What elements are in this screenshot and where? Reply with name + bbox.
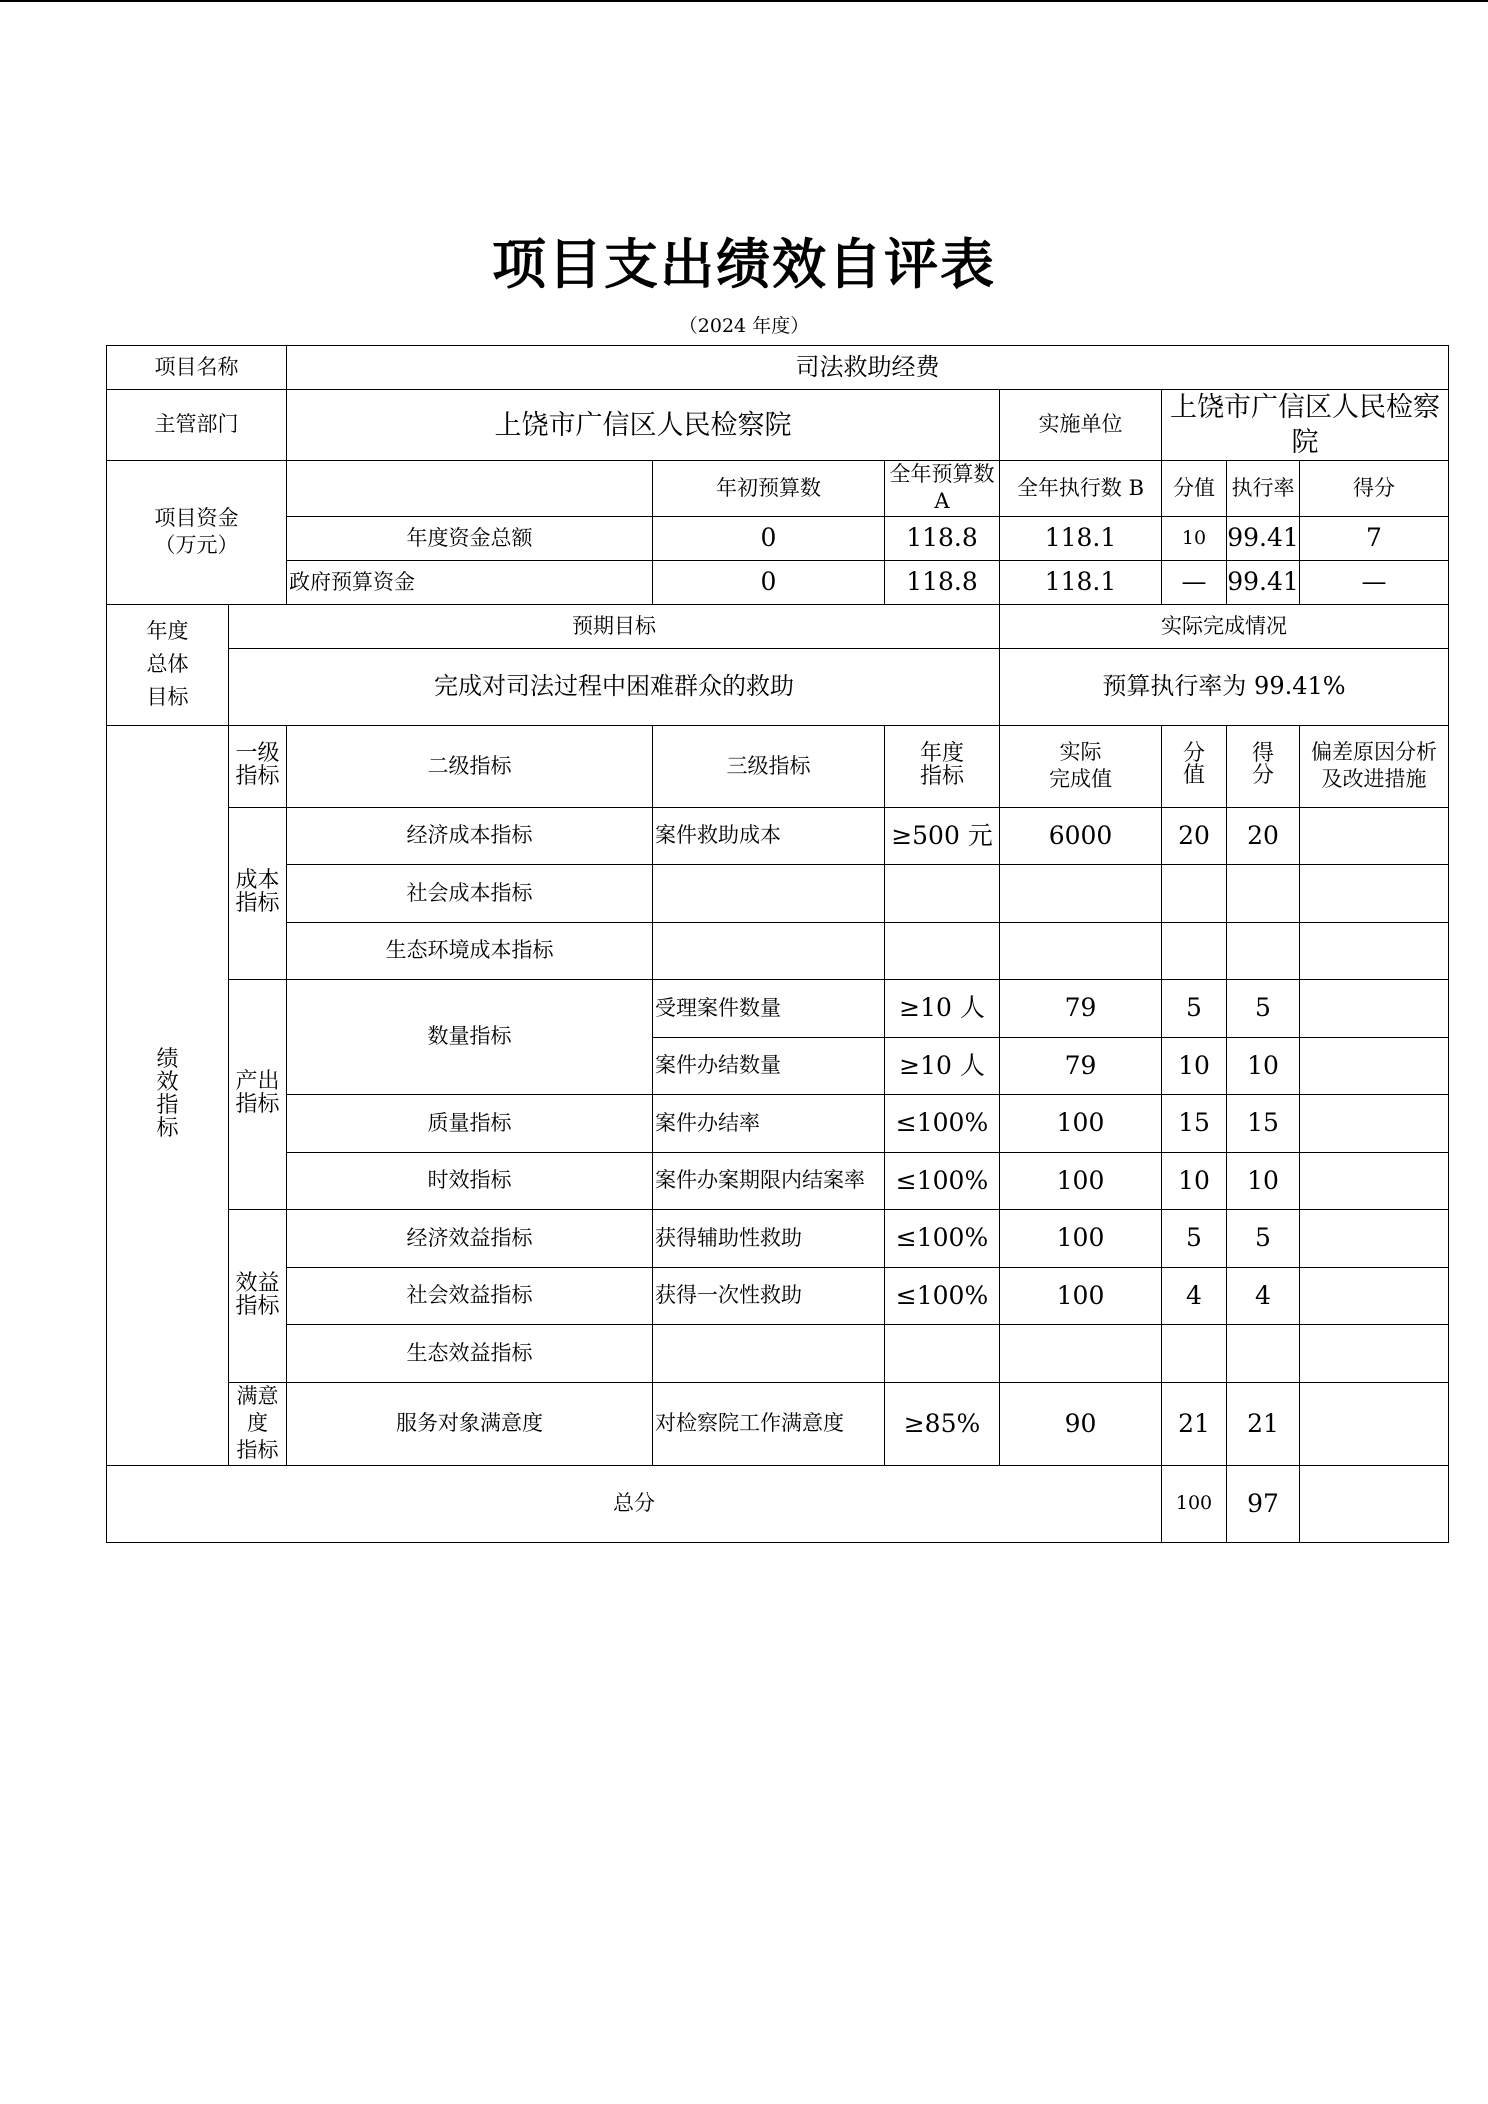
funds-annual: 118.8: [885, 560, 1000, 604]
target-cell: ≤100%: [885, 1152, 1000, 1209]
funds-row-name: 年度资金总额: [287, 516, 653, 560]
indicator-row: [107, 864, 1449, 922]
score-value-cell: [1162, 922, 1227, 979]
level3-cell: [653, 922, 885, 979]
funds-executed: 118.1: [1000, 516, 1162, 560]
score-cell: 4: [1227, 1267, 1300, 1324]
header-level3: 三级指标: [653, 725, 885, 807]
deviation-cell: [1300, 979, 1449, 1037]
department-label: 主管部门: [107, 390, 287, 461]
header-score-value-text: 分值: [1182, 741, 1205, 789]
score-value-cell: 21: [1162, 1382, 1227, 1465]
funds-initial: 0: [653, 560, 885, 604]
score-value-cell: 4: [1162, 1267, 1227, 1324]
level2-cell: 质量指标: [287, 1094, 653, 1152]
actual-goal: 预算执行率为 99.41%: [1000, 648, 1449, 725]
total-label: 总分: [107, 1465, 1162, 1542]
group-benefit: [229, 1209, 287, 1382]
deviation-cell: [1300, 1094, 1449, 1152]
score-cell: 10: [1227, 1037, 1300, 1094]
goals-label-line2: 总体: [146, 652, 189, 677]
funds-executed: 118.1: [1000, 560, 1162, 604]
funds-header-rate: 执行率: [1227, 461, 1300, 517]
level2-cell: 服务对象满意度: [287, 1382, 653, 1465]
funds-header-initial: 年初预算数: [653, 461, 885, 517]
deviation-cell: [1300, 1267, 1449, 1324]
actual-cell: 79: [1000, 1037, 1162, 1094]
implementer-value: 上饶市广信区人民检察院: [1162, 390, 1449, 461]
deviation-cell: [1300, 1209, 1449, 1267]
level3-cell: 获得辅助性救助: [653, 1209, 885, 1267]
score-cell: [1227, 922, 1300, 979]
actual-cell: 100: [1000, 1094, 1162, 1152]
header-score: [1227, 725, 1300, 807]
header-target: [885, 725, 1000, 807]
group-cost-text: 成本指标: [235, 868, 280, 917]
indicator-row: [107, 1094, 1449, 1152]
deviation-cell: [1300, 1152, 1449, 1209]
deviation-cell: [1300, 1382, 1449, 1465]
level3-cell: 获得一次性救助: [653, 1267, 885, 1324]
actual-cell: 79: [1000, 979, 1162, 1037]
funds-header-score: 得分: [1300, 461, 1449, 517]
performance-table: [106, 345, 1449, 1543]
total-score-value: 100: [1162, 1465, 1227, 1542]
funds-label-line1: 项目资金: [154, 506, 239, 531]
header-deviation-line1: 偏差原因分析: [1311, 739, 1437, 764]
header-deviation-line2: 及改进措施: [1321, 767, 1427, 792]
actual-cell: 90: [1000, 1382, 1162, 1465]
score-value-cell: [1162, 864, 1227, 922]
target-cell: [885, 922, 1000, 979]
indicator-row: [107, 1267, 1449, 1324]
level2-cell: 经济效益指标: [287, 1209, 653, 1267]
indicator-row: [107, 1209, 1449, 1267]
funds-annual: 118.8: [885, 516, 1000, 560]
score-cell: 21: [1227, 1382, 1300, 1465]
goals-label-line3: 目标: [146, 685, 189, 710]
funds-row-total: [107, 516, 1449, 560]
header-actual-line1: 实际: [1059, 739, 1102, 764]
funds-header-executed: 全年执行数 B: [1000, 461, 1162, 517]
score-value-cell: [1162, 1324, 1227, 1382]
department-row: [107, 390, 1449, 461]
expected-goal: 完成对司法过程中困难群众的救助: [229, 648, 1000, 725]
score-value-cell: 10: [1162, 1037, 1227, 1094]
actual-cell: 6000: [1000, 807, 1162, 864]
target-cell: ≥85%: [885, 1382, 1000, 1465]
funds-label: [107, 461, 287, 605]
deviation-cell: [1300, 1324, 1449, 1382]
funds-label-line2: （万元）: [154, 533, 239, 558]
deviation-cell: [1300, 1037, 1449, 1094]
level2-cell: 社会成本指标: [287, 864, 653, 922]
target-cell: ≤100%: [885, 1209, 1000, 1267]
goals-label: [107, 604, 229, 725]
funds-header-score-value: 分值: [1162, 461, 1227, 517]
group-satisfaction-line1: 满意度: [236, 1383, 279, 1436]
group-benefit-text: 效益指标: [235, 1270, 280, 1319]
level2-cell: 生态效益指标: [287, 1324, 653, 1382]
actual-cell: [1000, 864, 1162, 922]
department-value: 上饶市广信区人民检察院: [287, 390, 1000, 461]
score-cell: 20: [1227, 807, 1300, 864]
level2-cell: 生态环境成本指标: [287, 922, 653, 979]
goals-content-row: [107, 648, 1449, 725]
target-cell: ≥10 人: [885, 1037, 1000, 1094]
project-name-label: 项目名称: [107, 346, 287, 390]
project-name-row: [107, 346, 1449, 390]
score-cell: 5: [1227, 979, 1300, 1037]
score-cell: [1227, 1324, 1300, 1382]
level2-cell: 数量指标: [287, 979, 653, 1094]
level3-cell: 受理案件数量: [653, 979, 885, 1037]
group-output-text: 产出指标: [235, 1069, 280, 1118]
indicators-side-label: [107, 725, 229, 1465]
funds-initial: 0: [653, 516, 885, 560]
score-cell: 15: [1227, 1094, 1300, 1152]
score-value-cell: 15: [1162, 1094, 1227, 1152]
score-value-cell: 20: [1162, 807, 1227, 864]
group-cost: [229, 807, 287, 979]
total-deviation: [1300, 1465, 1449, 1542]
indicators-header-row: [107, 725, 1449, 807]
funds-score-value: 10: [1162, 516, 1227, 560]
expected-goal-header: 预期目标: [229, 604, 1000, 648]
header-score-text: 得分: [1251, 741, 1274, 789]
actual-cell: 100: [1000, 1267, 1162, 1324]
indicator-row: [107, 1382, 1449, 1465]
header-level1-text: 一级指标: [235, 741, 280, 790]
target-cell: [885, 864, 1000, 922]
level2-cell: 时效指标: [287, 1152, 653, 1209]
funds-score: —: [1300, 560, 1449, 604]
funds-score: 7: [1300, 516, 1449, 560]
funds-header-annual: 全年预算数 A: [885, 461, 1000, 517]
header-target-text: 年度指标: [919, 741, 964, 790]
report-year: （2024 年度）: [678, 315, 810, 337]
actual-cell: 100: [1000, 1152, 1162, 1209]
deviation-cell: [1300, 807, 1449, 864]
level3-cell: 对检察院工作满意度: [653, 1382, 885, 1465]
header-deviation: [1300, 725, 1449, 807]
actual-cell: 100: [1000, 1209, 1162, 1267]
funds-score-value: —: [1162, 560, 1227, 604]
score-cell: 10: [1227, 1152, 1300, 1209]
score-value-cell: 5: [1162, 979, 1227, 1037]
total-score: 97: [1227, 1465, 1300, 1542]
level3-cell: [653, 1324, 885, 1382]
target-cell: ≤100%: [885, 1267, 1000, 1324]
target-cell: ≥500 元: [885, 807, 1000, 864]
level2-cell: 经济成本指标: [287, 807, 653, 864]
indicator-row: [107, 979, 1449, 1037]
header-level1: [229, 725, 287, 807]
funds-rate: 99.41: [1227, 560, 1300, 604]
indicators-side-text: 绩效指标: [156, 1046, 179, 1142]
indicator-row: [107, 1324, 1449, 1382]
actual-cell: [1000, 1324, 1162, 1382]
header-score-value: [1162, 725, 1227, 807]
group-output: [229, 979, 287, 1209]
group-satisfaction-line2: 指标: [236, 1438, 279, 1463]
header-actual-line2: 完成值: [1049, 767, 1112, 792]
funds-rate: 99.41: [1227, 516, 1300, 560]
level3-cell: [653, 864, 885, 922]
indicator-row: [107, 922, 1449, 979]
goals-label-line1: 年度: [146, 618, 189, 643]
level2-cell: 社会效益指标: [287, 1267, 653, 1324]
score-value-cell: 10: [1162, 1152, 1227, 1209]
score-value-cell: 5: [1162, 1209, 1227, 1267]
target-cell: ≥10 人: [885, 979, 1000, 1037]
deviation-cell: [1300, 864, 1449, 922]
header-level2: 二级指标: [287, 725, 653, 807]
implementer-label: 实施单位: [1000, 390, 1162, 461]
level3-cell: 案件办案期限内结案率: [653, 1152, 885, 1209]
level3-cell: 案件救助成本: [653, 807, 885, 864]
funds-blank-header: [287, 461, 653, 517]
total-row: [107, 1465, 1449, 1542]
level3-cell: 案件办结率: [653, 1094, 885, 1152]
funds-row-gov: [107, 560, 1449, 604]
actual-goal-header: 实际完成情况: [1000, 604, 1449, 648]
group-satisfaction: [229, 1382, 287, 1465]
indicator-row: [107, 1152, 1449, 1209]
page-title: 项目支出绩效自评表: [492, 232, 996, 296]
actual-cell: [1000, 922, 1162, 979]
target-cell: ≤100%: [885, 1094, 1000, 1152]
target-cell: [885, 1324, 1000, 1382]
score-cell: [1227, 864, 1300, 922]
goals-header-row: [107, 604, 1449, 648]
funds-header-row: [107, 461, 1449, 517]
funds-row-name: 政府预算资金: [287, 560, 653, 604]
indicator-row: [107, 807, 1449, 864]
level3-cell: 案件办结数量: [653, 1037, 885, 1094]
top-border-line: [0, 0, 1488, 2]
score-cell: 5: [1227, 1209, 1300, 1267]
header-actual: [1000, 725, 1162, 807]
deviation-cell: [1300, 922, 1449, 979]
project-name-value: 司法救助经费: [287, 346, 1449, 390]
